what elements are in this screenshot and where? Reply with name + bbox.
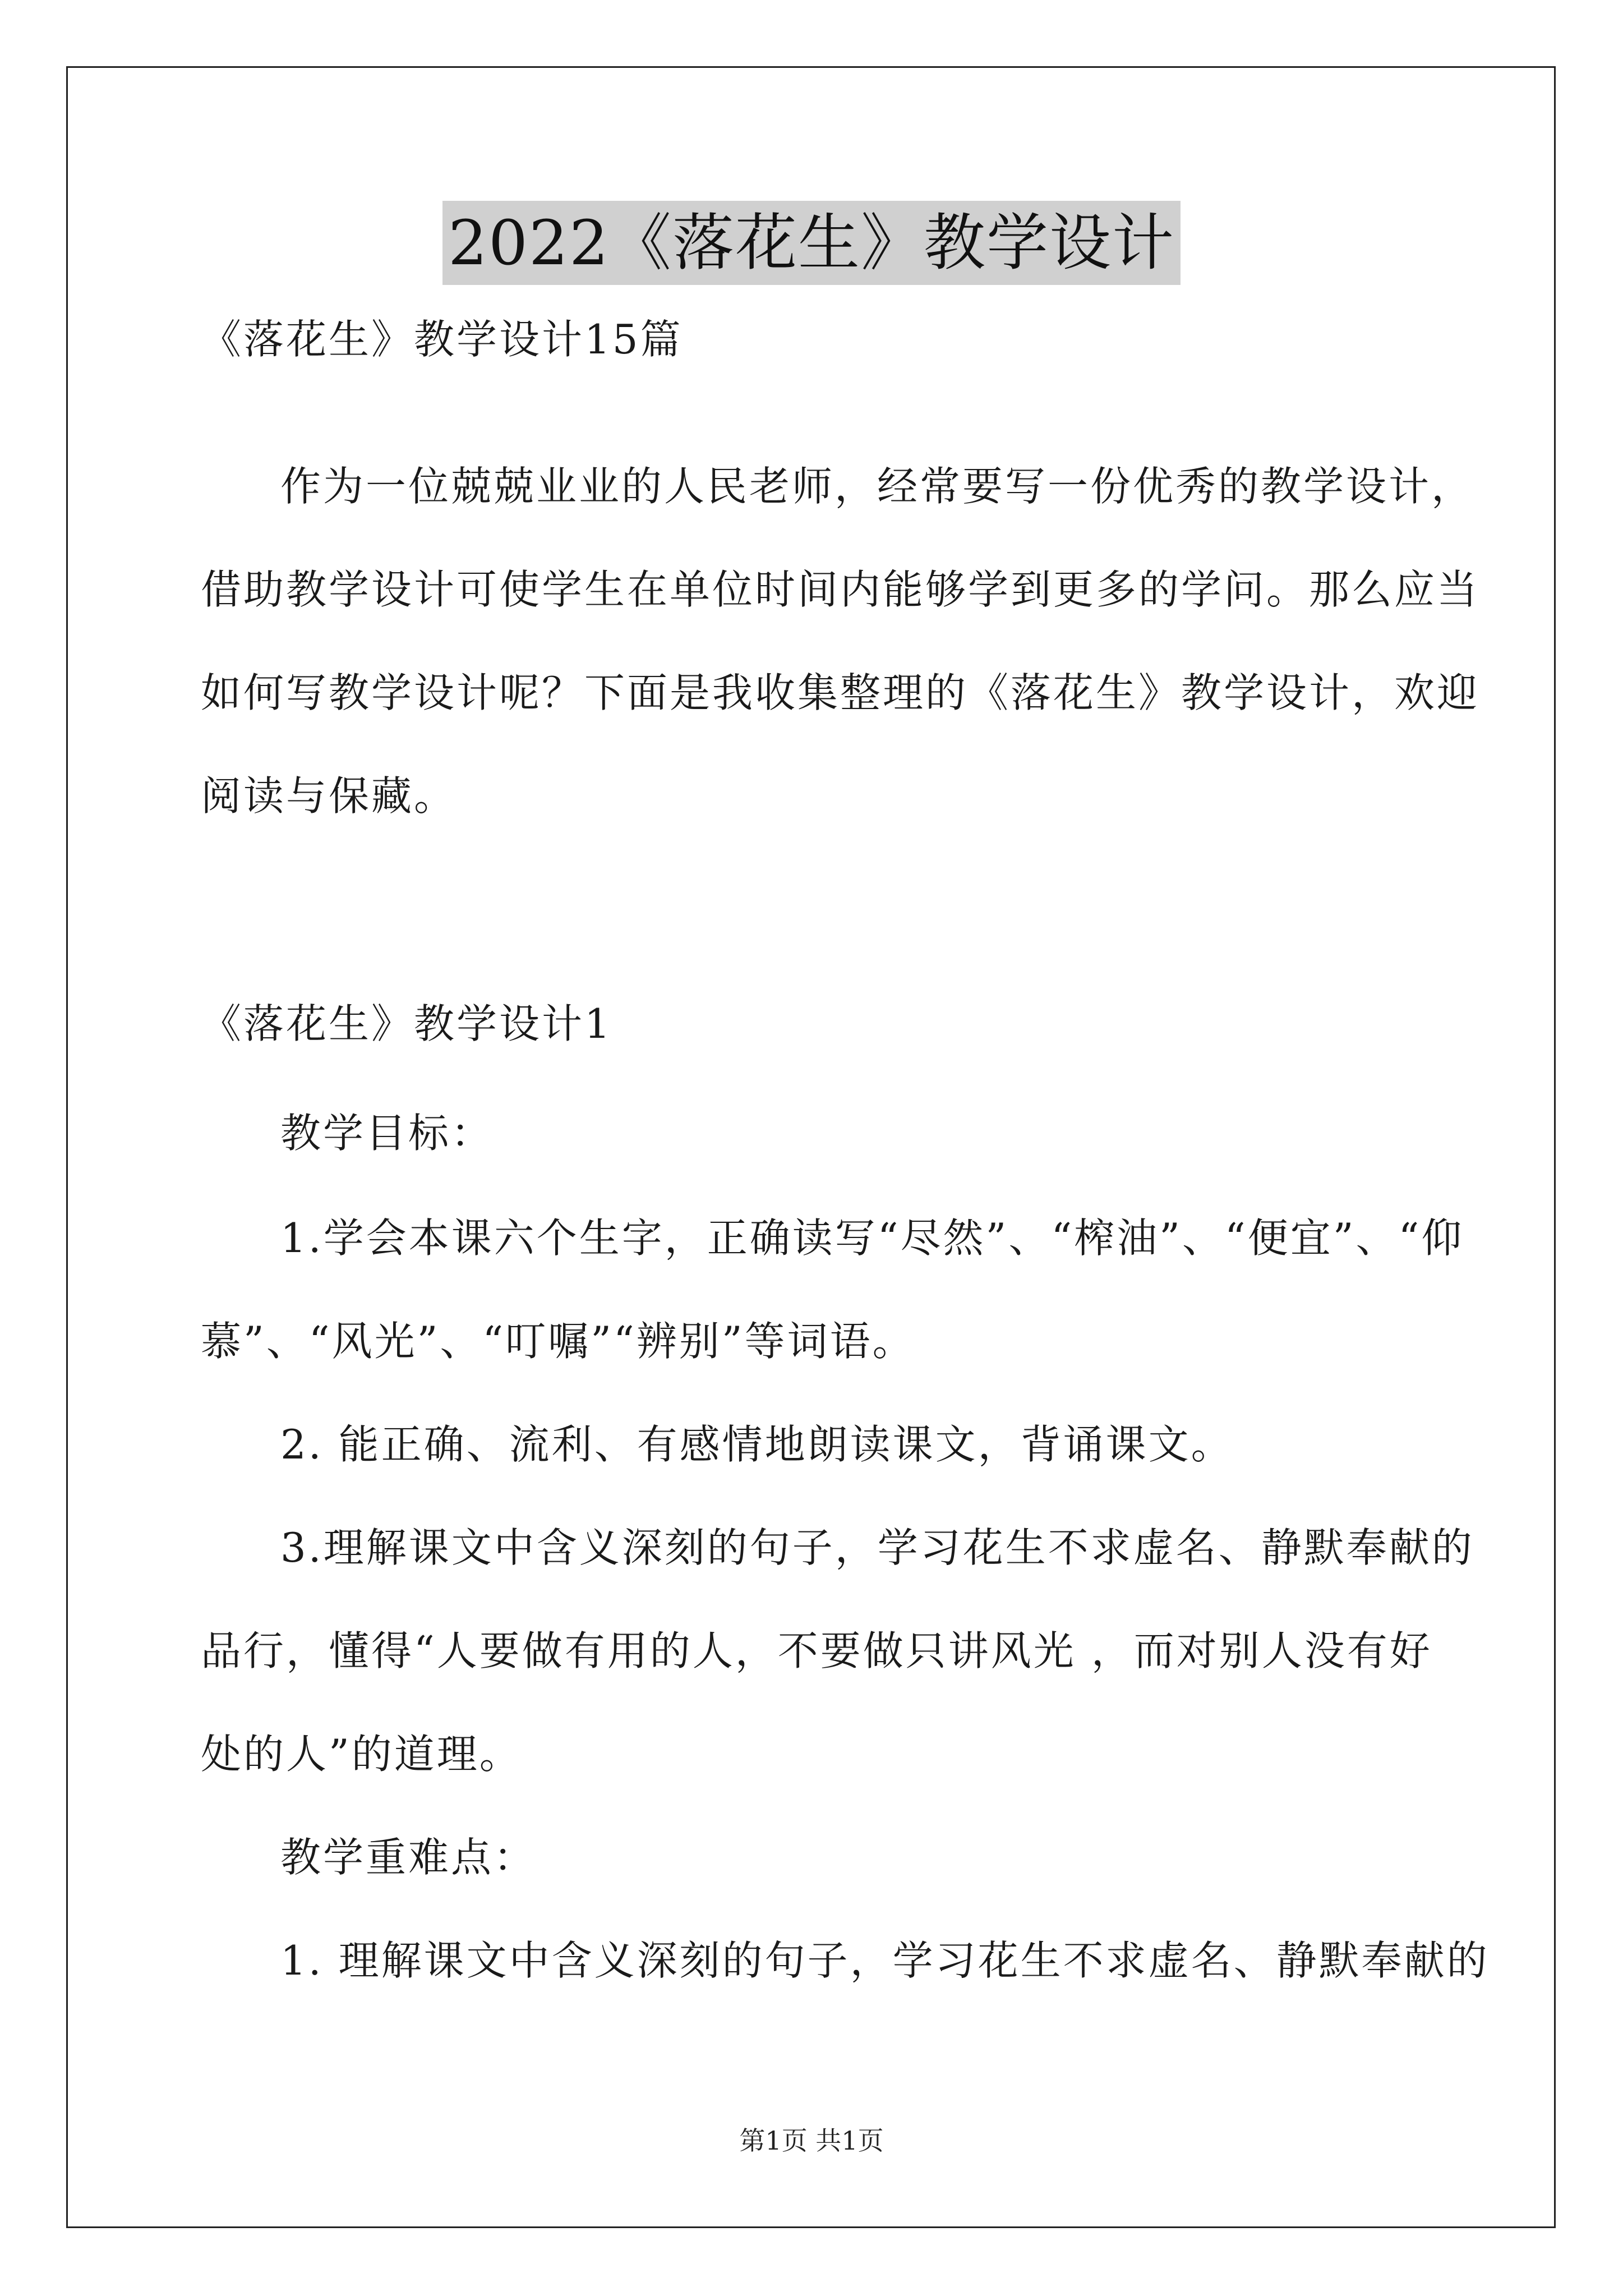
goal2-line: 2. 能正确、流利、有感情地朗读课文，背诵课文。: [280, 1421, 1234, 1468]
goal3-line-2: 品行，懂得“人要做有用的人，不要做只讲风光 ，而对别人没有好: [201, 1627, 1432, 1674]
key-point1-line: 1. 理解课文中含义深刻的句子，学习花生不求虚名、静默奉献的: [280, 1937, 1490, 1984]
intro-line-4: 阅读与保藏。: [201, 772, 457, 820]
goals-heading: 教学目标：: [280, 1110, 494, 1157]
intro-line-2: 借助教学设计可使学生在单位时间内能够学到更多的学问。那么应当: [201, 566, 1480, 613]
section-heading: 《落花生》教学设计1: [201, 1000, 612, 1047]
goal3-line-1: 3.理解课文中含义深刻的句子，学习花生不求虚名、静默奉献的: [280, 1524, 1474, 1571]
document-title: 2022《落花生》教学设计: [442, 201, 1181, 285]
intro-line-1: 作为一位兢兢业业的人民老师，经常要写一份优秀的教学设计，: [280, 463, 1474, 510]
subtitle: 《落花生》教学设计15篇: [201, 316, 683, 363]
goal1-line-2: 慕”、“风光”、“叮嘱”“辨别”等词语。: [201, 1318, 915, 1365]
intro-line-3: 如何写教学设计呢？下面是我收集整理的《落花生》教学设计，欢迎: [201, 669, 1480, 716]
page-footer: 第1页 共1页: [739, 2125, 884, 2156]
goal1-line-1: 1.学会本课六个生字，正确读写“尽然”、“榨油”、“便宜”、“仰: [280, 1214, 1464, 1262]
title-container: [0, 201, 1623, 285]
key-points-heading: 教学重难点：: [280, 1834, 537, 1881]
goal3-line-3: 处的人”的道理。: [201, 1731, 522, 1778]
